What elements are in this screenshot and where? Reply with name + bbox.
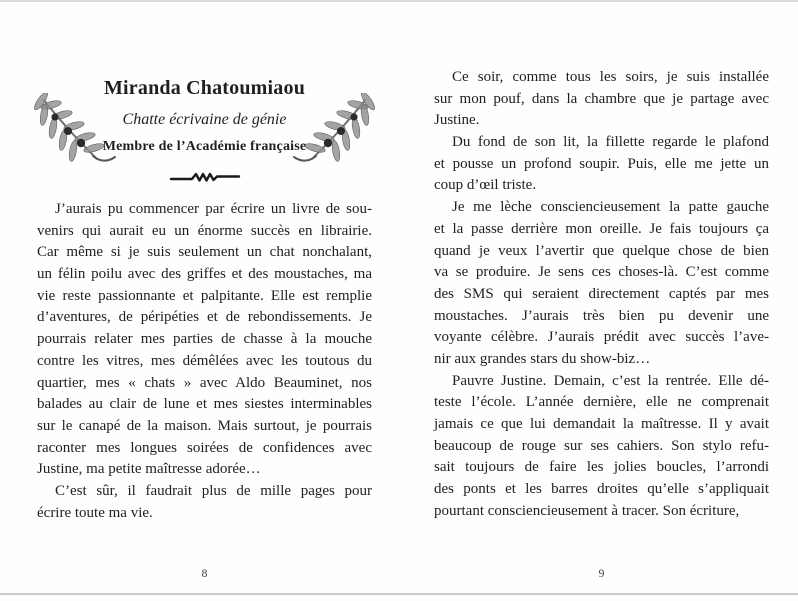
olive-branch-left-icon	[31, 93, 117, 163]
paragraph	[434, 371, 769, 523]
left-page-text	[37, 199, 372, 524]
text-line: coup d’œil triste.	[434, 177, 537, 194]
text-line: Pauvre Justine. Demain, c’est la rentrée. Elle dé-	[452, 372, 769, 389]
squiggle-divider-icon	[169, 170, 241, 182]
text-line: pourrais relater mes parties de chasse à la mouche	[37, 331, 372, 348]
text-line: un félin poilu avec des griffes et des moustaches, ma	[37, 266, 372, 283]
text-line: J’aurais pu commencer par écrire un livre de sou-	[55, 201, 372, 217]
text-line: Ce soir, comme tous les soirs, je suis installée	[452, 69, 769, 85]
text-line: balades au clair de lune et mes siestes interminables	[37, 396, 372, 413]
olive-branch-right-icon	[292, 93, 378, 163]
text-line: des SMS qui seraient directement captés par mes	[434, 285, 769, 302]
text-line: et pousse un profond soupir. Puis, elle me jette un	[434, 155, 769, 172]
right-page-text	[434, 67, 769, 522]
text-line: pourtant consciencieusement à tracer. Son écriture,	[434, 502, 740, 519]
text-line: quand je veux l’avertir que quelque chose de bien	[434, 242, 769, 259]
text-line: jamais ce que lui demandait la maîtresse. Il y avait	[434, 416, 769, 432]
text-line: Justine.	[434, 112, 480, 129]
text-line: d’aventures, de péripéties et de rebondissements. Je	[37, 309, 372, 326]
text-line: raconter mes longues soirées de confidences avec	[37, 439, 372, 456]
paragraph	[434, 132, 769, 197]
bottom-edge	[0, 593, 798, 595]
paragraph	[37, 199, 372, 481]
text-line: des ponts et les barres droites qu’elle s’appliquait	[434, 481, 769, 498]
left-page	[37, 70, 372, 524]
text-line: et la passe derrière mon oreille. Je fais toujours ça	[434, 220, 769, 237]
text-line: moustaches. J’aurais très bien pu devenir une	[434, 307, 769, 324]
text-line: teste l’école. L’année dernière, elle ne comprenait	[434, 394, 769, 411]
text-line: venirs qui aurait eu un énorme succès en librairie.	[37, 222, 372, 239]
text-line: contre les vitres, mes démêlées avec les toutous du	[37, 352, 372, 369]
text-line: Je me lèche consciencieusement la patte gauche	[452, 199, 769, 216]
text-line: Justine, ma petite maîtresse adorée…	[37, 461, 261, 478]
top-edge	[0, 0, 798, 2]
text-line: vie reste passionnante et palpitante. Elle est remplie	[37, 287, 372, 304]
text-line: sur le canapé de la maison. Mais surtout, je pourrais	[37, 417, 372, 434]
text-line: quartier, mes « chats » avec Aldo Beauminet, nos	[37, 374, 372, 391]
text-line: sait toujours de faire les jolies boucles, l’arrondi	[434, 459, 769, 476]
chapter-header	[37, 76, 372, 182]
book-title: Miranda Chatoumiaou	[103, 77, 306, 99]
book-affiliation: Membre de l’Académie française	[102, 139, 307, 154]
text-line: sur mon pouf, dans la chambre que je partage avec	[434, 90, 769, 107]
text-line: Du fond de son lit, la fillette regarde le plafond	[452, 134, 769, 151]
text-line: C’est sûr, il faudrait plus de mille pages pour	[55, 482, 372, 499]
book-subtitle: Chatte écrivaine de génie	[122, 111, 287, 128]
paragraph	[434, 197, 769, 371]
text-line: Car même si je suis seulement un chat nonchalant,	[37, 244, 372, 261]
text-line: voyante célèbre. J’aurais prédit avec succès l’ave-	[434, 329, 769, 346]
right-page	[434, 67, 769, 522]
paragraph	[434, 67, 769, 132]
text-line: nir aux grandes stars du show-biz…	[434, 350, 651, 367]
page-number-left: 8	[201, 568, 208, 580]
text-line: va se produire. Je sens ces choses-là. C’est comme	[434, 264, 769, 281]
page-number-right: 9	[598, 568, 605, 580]
paragraph	[37, 481, 372, 524]
text-line: beaucoup de rouge sur ses cahiers. Son stylo refu-	[434, 437, 769, 454]
text-line: écrire toute ma vie.	[37, 504, 153, 521]
